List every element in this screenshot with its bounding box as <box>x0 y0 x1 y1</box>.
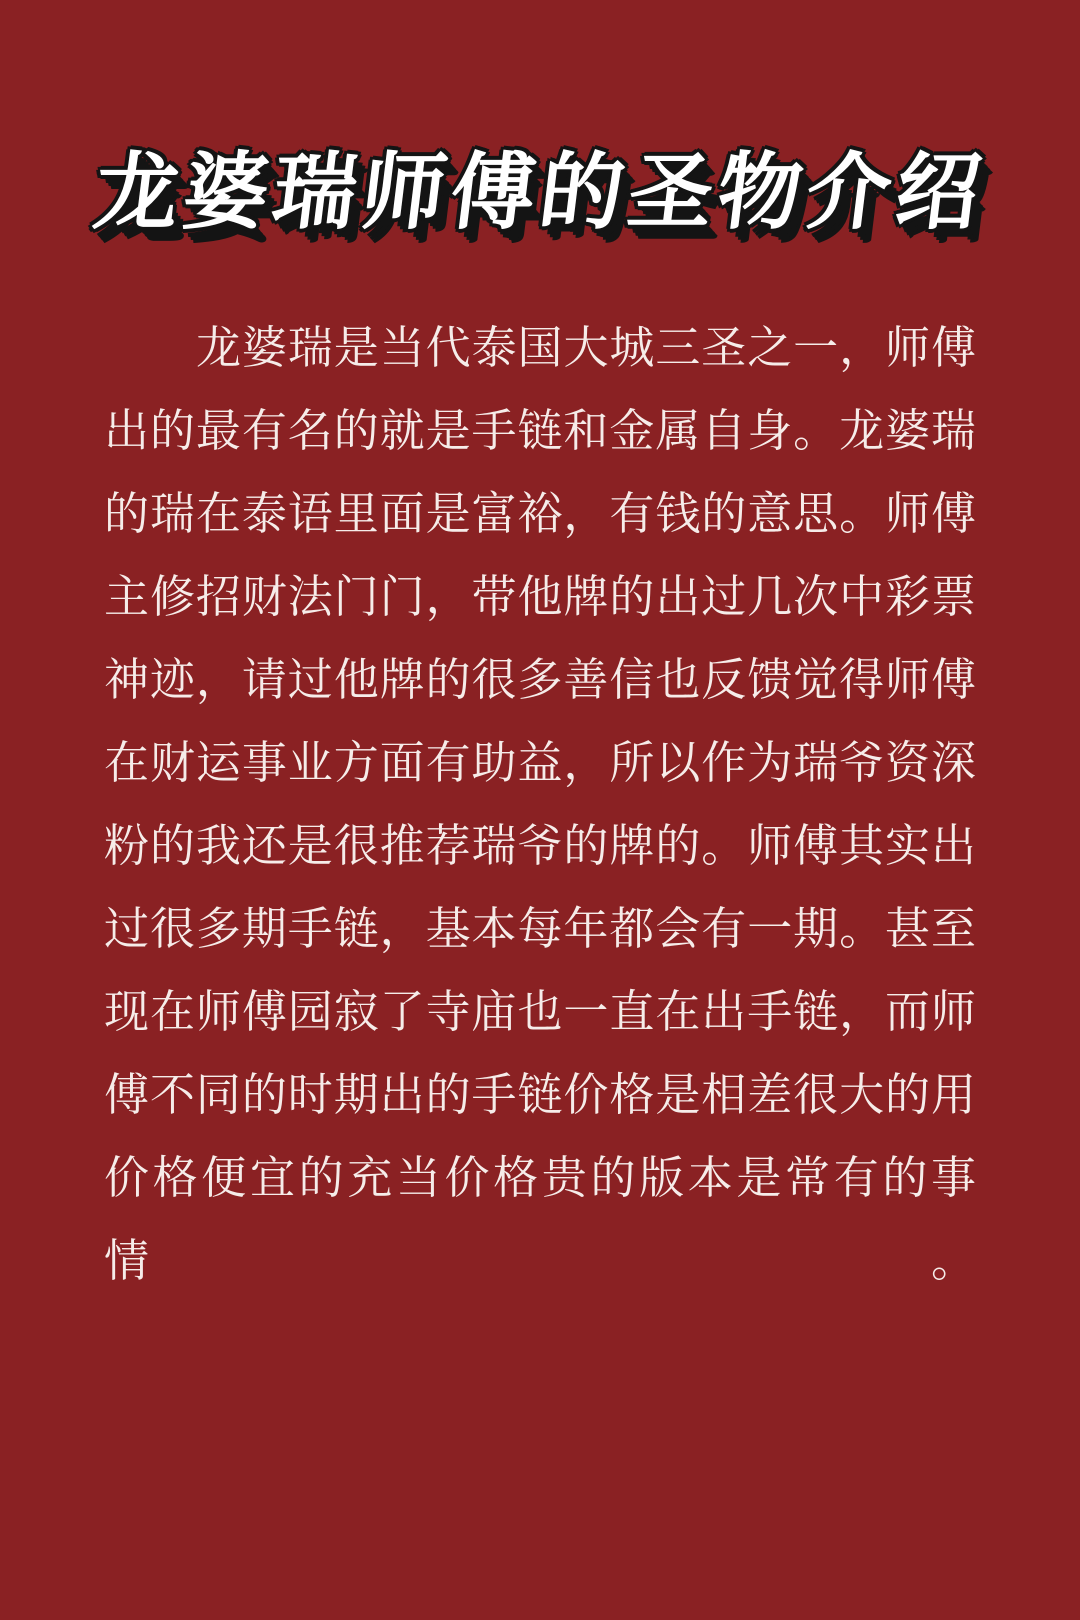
poster-paragraph <box>104 307 976 1303</box>
paragraph-line: 过很多期手链，基本每年都会有一期。甚至 <box>104 904 976 954</box>
paragraph-line: 神迹，请过他牌的很多善信也反馈觉得师傅 <box>104 655 976 705</box>
paragraph-line: 粉的我还是很推荐瑞爷的牌的。师傅其实出 <box>104 821 976 871</box>
paragraph-line: 主修招财法门门，带他牌的出过几次中彩票 <box>104 572 976 622</box>
paragraph-line: 现在师傅园寂了寺庙也一直在出手链，而师 <box>104 987 976 1037</box>
poster-title: 龙婆瑞师傅的圣物介绍 <box>89 145 991 239</box>
paragraph-line: 价格便宜的充当价格贵的版本是常有的事情。 <box>104 1153 976 1286</box>
paragraph-line: 在财运事业方面有助益，所以作为瑞爷资深 <box>104 738 976 788</box>
paragraph-line: 的瑞在泰语里面是富裕，有钱的意思。师傅 <box>104 489 976 539</box>
paragraph-line: 傅不同的时期出的手链价格是相差很大的用 <box>104 1070 976 1120</box>
paragraph-line: 龙婆瑞是当代泰国大城三圣之一，师傅 <box>196 323 976 373</box>
paragraph-line: 出的最有名的就是手链和金属自身。龙婆瑞 <box>104 406 976 456</box>
